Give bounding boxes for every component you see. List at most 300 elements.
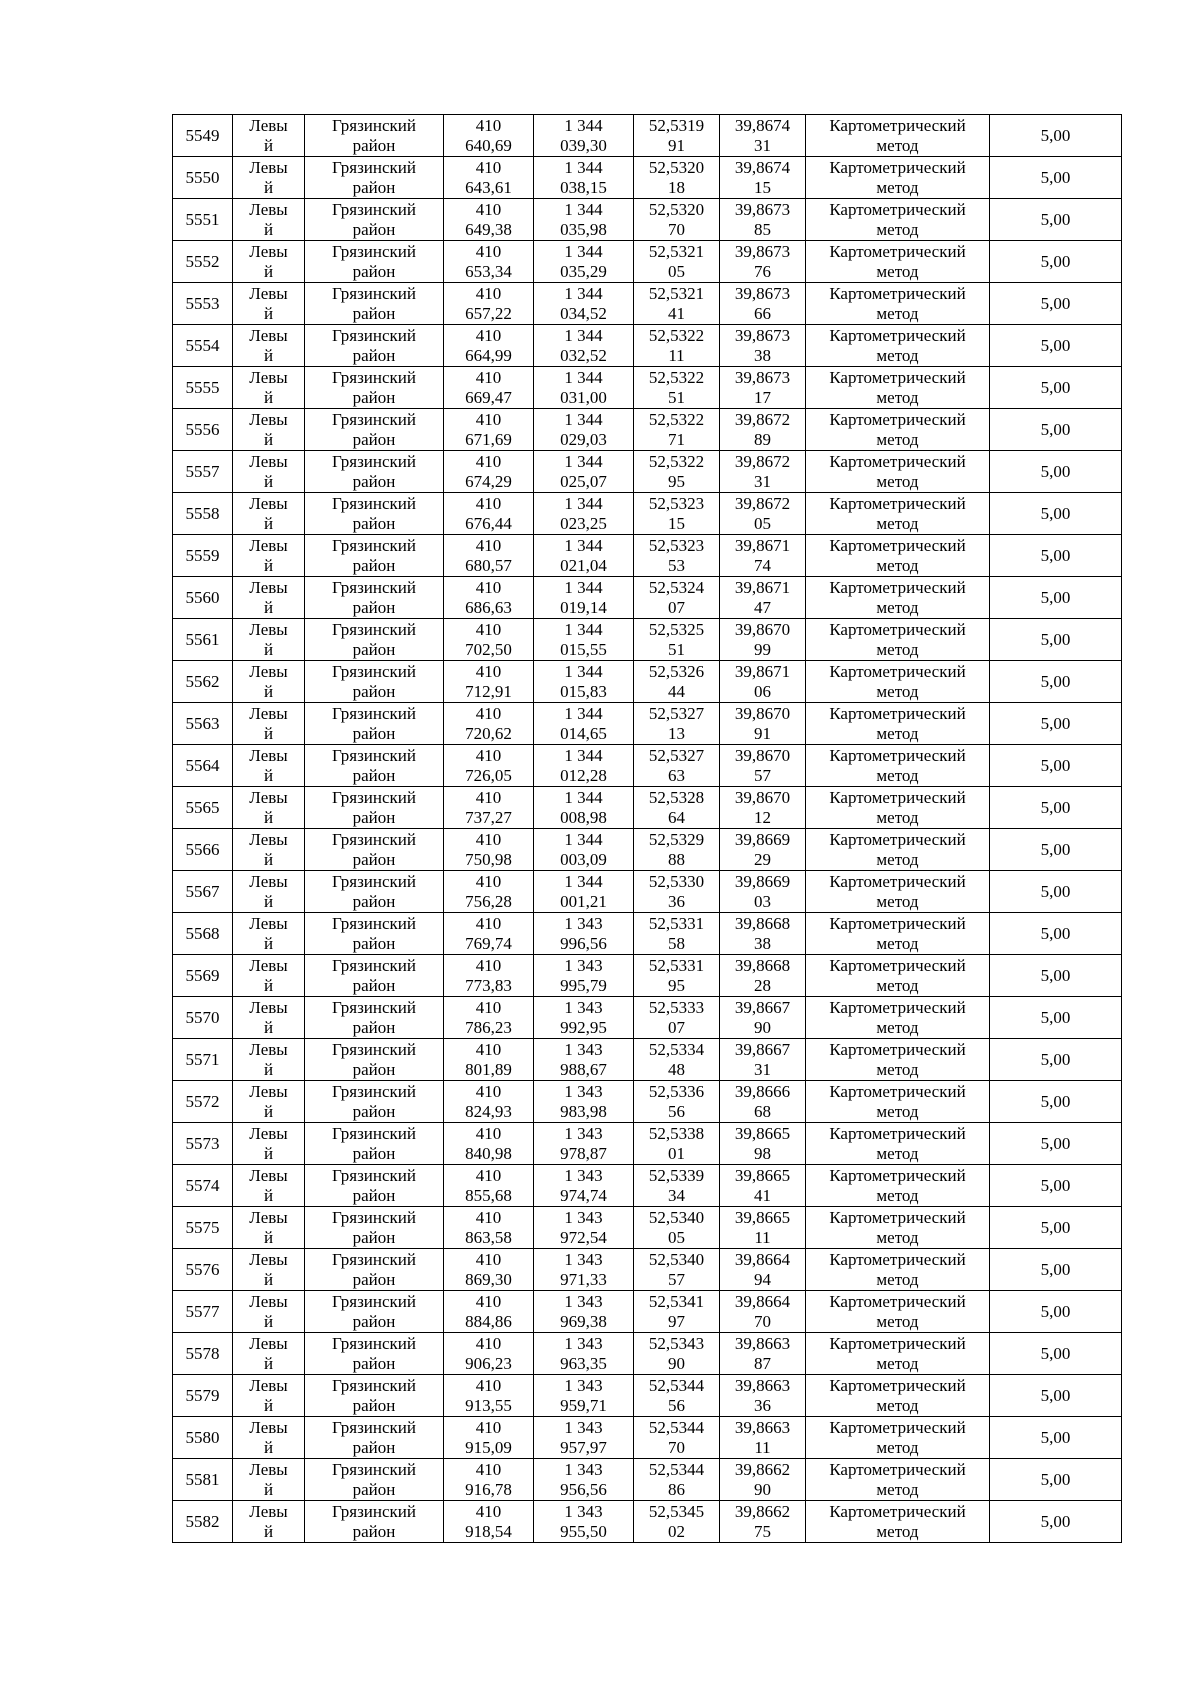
bank-side-line: Левы xyxy=(249,1333,288,1353)
district-line: Грязинский xyxy=(332,325,416,345)
method-line: метод xyxy=(876,681,919,701)
latitude-line: 07 xyxy=(668,1017,685,1037)
district-line: район xyxy=(352,723,396,743)
coord-x-line: 913,55 xyxy=(465,1395,512,1415)
latitude-line: 52,5326 xyxy=(648,661,705,681)
district-line: район xyxy=(352,1395,396,1415)
longitude-line: 74 xyxy=(754,555,771,575)
bank-side-line: Левы xyxy=(249,1123,288,1143)
district-cell xyxy=(305,1165,444,1207)
district-cell xyxy=(305,703,444,745)
method-line: Картометрический xyxy=(829,1081,966,1101)
coord-y-line: 959,71 xyxy=(560,1395,607,1415)
method-line: Картометрический xyxy=(829,115,966,135)
method-line: Картометрический xyxy=(829,871,966,891)
district-line: район xyxy=(352,1227,396,1247)
method-line: Картометрический xyxy=(829,997,966,1017)
bank-side-line: Левы xyxy=(249,955,288,975)
bank-side-line: й xyxy=(263,345,274,365)
coord-x-line: 863,58 xyxy=(465,1227,512,1247)
method-line: метод xyxy=(876,1059,919,1079)
coord-y-line: 029,03 xyxy=(560,429,607,449)
longitude-line: 39,8671 xyxy=(734,661,791,681)
latitude-cell xyxy=(634,997,720,1039)
bank-side-cell xyxy=(233,913,305,955)
district-line: Грязинский xyxy=(332,955,416,975)
method-cell xyxy=(806,451,990,493)
bank-side-line: Левы xyxy=(249,535,288,555)
longitude-line: 99 xyxy=(754,639,771,659)
coord-x-line: 669,47 xyxy=(465,387,512,407)
bank-side-line: Левы xyxy=(249,997,288,1017)
point-number-cell: 5555 xyxy=(173,367,233,409)
district-line: район xyxy=(352,681,396,701)
longitude-cell xyxy=(720,283,806,325)
coord-x-line: 664,99 xyxy=(465,345,512,365)
latitude-line: 52,5339 xyxy=(648,1165,705,1185)
point-number-cell: 5576 xyxy=(173,1249,233,1291)
longitude-cell xyxy=(720,871,806,913)
coord-x-cell xyxy=(444,535,534,577)
method-line: метод xyxy=(876,1101,919,1121)
point-number-cell: 5560 xyxy=(173,577,233,619)
district-line: Грязинский xyxy=(332,1165,416,1185)
latitude-line: 90 xyxy=(668,1353,685,1373)
longitude-line: 41 xyxy=(754,1185,771,1205)
coord-y-cell xyxy=(534,1417,634,1459)
method-line: Картометрический xyxy=(829,451,966,471)
coord-y-line: 992,95 xyxy=(560,1017,607,1037)
coord-y-line: 974,74 xyxy=(560,1185,607,1205)
longitude-cell xyxy=(720,1207,806,1249)
coord-x-cell xyxy=(444,115,534,157)
coord-x-cell xyxy=(444,1501,534,1543)
method-cell xyxy=(806,703,990,745)
coord-x-cell xyxy=(444,1123,534,1165)
coord-x-line: 410 xyxy=(475,829,502,849)
longitude-cell xyxy=(720,829,806,871)
table-row xyxy=(173,619,1122,661)
bank-side-cell xyxy=(233,661,305,703)
longitude-line: 31 xyxy=(754,471,771,491)
district-line: район xyxy=(352,345,396,365)
coord-x-line: 410 xyxy=(475,241,502,261)
coord-y-cell xyxy=(534,997,634,1039)
longitude-cell xyxy=(720,1123,806,1165)
method-line: Картометрический xyxy=(829,745,966,765)
method-cell xyxy=(806,493,990,535)
point-number-cell: 5563 xyxy=(173,703,233,745)
latitude-line: 95 xyxy=(668,975,685,995)
method-cell xyxy=(806,1459,990,1501)
method-line: метод xyxy=(876,639,919,659)
longitude-line: 29 xyxy=(754,849,771,869)
longitude-line: 12 xyxy=(754,807,771,827)
district-line: Грязинский xyxy=(332,829,416,849)
district-cell xyxy=(305,1333,444,1375)
latitude-line: 52,5320 xyxy=(648,157,705,177)
coord-x-line: 410 xyxy=(475,1375,502,1395)
coord-y-line: 1 344 xyxy=(564,367,603,387)
method-line: метод xyxy=(876,219,919,239)
coord-y-line: 1 344 xyxy=(564,577,603,597)
longitude-cell xyxy=(720,367,806,409)
latitude-line: 52,5322 xyxy=(648,451,705,471)
point-number-cell: 5568 xyxy=(173,913,233,955)
method-line: метод xyxy=(876,1311,919,1331)
district-line: Грязинский xyxy=(332,1459,416,1479)
district-cell xyxy=(305,913,444,955)
method-line: Картометрический xyxy=(829,703,966,723)
district-line: район xyxy=(352,429,396,449)
coord-y-cell xyxy=(534,1207,634,1249)
longitude-cell xyxy=(720,1459,806,1501)
latitude-line: 52,5321 xyxy=(648,241,705,261)
district-cell xyxy=(305,283,444,325)
accuracy-cell: 5,00 xyxy=(990,703,1122,745)
coord-y-line: 014,65 xyxy=(560,723,607,743)
district-line: район xyxy=(352,597,396,617)
bank-side-line: й xyxy=(263,765,274,785)
bank-side-cell xyxy=(233,283,305,325)
latitude-cell xyxy=(634,1291,720,1333)
latitude-line: 05 xyxy=(668,1227,685,1247)
method-line: Картометрический xyxy=(829,367,966,387)
coord-y-line: 1 343 xyxy=(564,1123,603,1143)
method-cell xyxy=(806,1291,990,1333)
coord-y-line: 035,29 xyxy=(560,261,607,281)
point-number-cell: 5557 xyxy=(173,451,233,493)
latitude-cell xyxy=(634,325,720,367)
table-row xyxy=(173,1333,1122,1375)
bank-side-cell xyxy=(233,1417,305,1459)
latitude-line: 53 xyxy=(668,555,685,575)
method-line: метод xyxy=(876,471,919,491)
coord-x-line: 410 xyxy=(475,1249,502,1269)
coord-x-cell xyxy=(444,1459,534,1501)
coord-x-line: 756,28 xyxy=(465,891,512,911)
coord-y-line: 012,28 xyxy=(560,765,607,785)
latitude-cell xyxy=(634,1417,720,1459)
method-cell xyxy=(806,619,990,661)
coord-x-line: 726,05 xyxy=(465,765,512,785)
longitude-line: 87 xyxy=(754,1353,771,1373)
bank-side-cell xyxy=(233,115,305,157)
bank-side-line: й xyxy=(263,1101,274,1121)
coord-x-line: 640,69 xyxy=(465,135,512,155)
point-number-cell: 5561 xyxy=(173,619,233,661)
longitude-cell xyxy=(720,1417,806,1459)
longitude-line: 39,8673 xyxy=(734,241,791,261)
table-row xyxy=(173,1123,1122,1165)
longitude-line: 89 xyxy=(754,429,771,449)
coord-x-cell xyxy=(444,703,534,745)
method-cell xyxy=(806,115,990,157)
bank-side-line: Левы xyxy=(249,1249,288,1269)
point-number-cell: 5575 xyxy=(173,1207,233,1249)
coord-y-cell xyxy=(534,1501,634,1543)
coord-y-cell xyxy=(534,115,634,157)
method-line: метод xyxy=(876,1017,919,1037)
coord-x-cell xyxy=(444,1417,534,1459)
district-cell xyxy=(305,577,444,619)
method-line: метод xyxy=(876,429,919,449)
accuracy-cell: 5,00 xyxy=(990,1081,1122,1123)
longitude-line: 39,8673 xyxy=(734,283,791,303)
latitude-line: 63 xyxy=(668,765,685,785)
longitude-line: 03 xyxy=(754,891,771,911)
bank-side-line: й xyxy=(263,387,274,407)
coord-y-line: 003,09 xyxy=(560,849,607,869)
longitude-cell xyxy=(720,409,806,451)
accuracy-cell: 5,00 xyxy=(990,997,1122,1039)
accuracy-cell: 5,00 xyxy=(990,1249,1122,1291)
coord-x-line: 410 xyxy=(475,1207,502,1227)
district-cell xyxy=(305,1081,444,1123)
point-number-cell: 5552 xyxy=(173,241,233,283)
longitude-line: 39,8662 xyxy=(734,1501,791,1521)
coord-y-line: 1 343 xyxy=(564,1333,603,1353)
coord-y-line: 996,56 xyxy=(560,933,607,953)
longitude-cell xyxy=(720,325,806,367)
coord-x-line: 786,23 xyxy=(465,1017,512,1037)
latitude-cell xyxy=(634,451,720,493)
coord-y-line: 1 344 xyxy=(564,493,603,513)
coord-x-line: 840,98 xyxy=(465,1143,512,1163)
bank-side-cell xyxy=(233,1039,305,1081)
longitude-line: 39,8668 xyxy=(734,955,791,975)
bank-side-line: Левы xyxy=(249,577,288,597)
accuracy-cell: 5,00 xyxy=(990,283,1122,325)
coord-y-line: 1 343 xyxy=(564,997,603,1017)
coord-x-line: 410 xyxy=(475,325,502,345)
longitude-line: 39,8667 xyxy=(734,1039,791,1059)
point-number-cell: 5573 xyxy=(173,1123,233,1165)
longitude-line: 38 xyxy=(754,345,771,365)
district-line: район xyxy=(352,765,396,785)
coord-y-cell xyxy=(534,535,634,577)
method-cell xyxy=(806,1039,990,1081)
longitude-line: 39,8670 xyxy=(734,787,791,807)
district-line: район xyxy=(352,387,396,407)
table-row xyxy=(173,199,1122,241)
method-line: метод xyxy=(876,1143,919,1163)
coord-y-line: 1 343 xyxy=(564,1501,603,1521)
coord-y-line: 972,54 xyxy=(560,1227,607,1247)
bank-side-line: Левы xyxy=(249,325,288,345)
longitude-line: 85 xyxy=(754,219,771,239)
method-cell xyxy=(806,997,990,1039)
coord-x-line: 671,69 xyxy=(465,429,512,449)
coord-x-line: 855,68 xyxy=(465,1185,512,1205)
latitude-line: 52,5331 xyxy=(648,913,705,933)
district-cell xyxy=(305,871,444,913)
bank-side-line: Левы xyxy=(249,1039,288,1059)
coord-x-cell xyxy=(444,409,534,451)
longitude-line: 39,8672 xyxy=(734,451,791,471)
method-cell xyxy=(806,1501,990,1543)
method-cell xyxy=(806,241,990,283)
coord-x-cell xyxy=(444,997,534,1039)
latitude-line: 13 xyxy=(668,723,685,743)
bank-side-line: й xyxy=(263,1143,274,1163)
longitude-line: 06 xyxy=(754,681,771,701)
coord-x-line: 410 xyxy=(475,283,502,303)
district-line: район xyxy=(352,1353,396,1373)
bank-side-line: Левы xyxy=(249,1501,288,1521)
bank-side-cell xyxy=(233,367,305,409)
district-cell xyxy=(305,199,444,241)
accuracy-cell: 5,00 xyxy=(990,451,1122,493)
bank-side-line: Левы xyxy=(249,157,288,177)
method-line: Картометрический xyxy=(829,1249,966,1269)
district-line: Грязинский xyxy=(332,871,416,891)
bank-side-line: Левы xyxy=(249,619,288,639)
longitude-line: 57 xyxy=(754,765,771,785)
coord-x-line: 410 xyxy=(475,451,502,471)
latitude-line: 01 xyxy=(668,1143,685,1163)
latitude-line: 52,5327 xyxy=(648,745,705,765)
coord-x-cell xyxy=(444,619,534,661)
district-line: Грязинский xyxy=(332,157,416,177)
method-line: Картометрический xyxy=(829,829,966,849)
method-line: метод xyxy=(876,891,919,911)
bank-side-cell xyxy=(233,1333,305,1375)
longitude-cell xyxy=(720,535,806,577)
coord-y-line: 1 344 xyxy=(564,241,603,261)
latitude-line: 95 xyxy=(668,471,685,491)
longitude-cell xyxy=(720,661,806,703)
district-cell xyxy=(305,451,444,493)
coord-x-line: 410 xyxy=(475,115,502,135)
longitude-line: 39,8672 xyxy=(734,409,791,429)
district-line: Грязинский xyxy=(332,1501,416,1521)
coord-y-line: 1 344 xyxy=(564,661,603,681)
longitude-line: 39,8663 xyxy=(734,1375,791,1395)
coord-x-line: 410 xyxy=(475,703,502,723)
method-cell xyxy=(806,1375,990,1417)
coord-y-line: 1 344 xyxy=(564,829,603,849)
coord-x-line: 410 xyxy=(475,787,502,807)
longitude-cell xyxy=(720,1375,806,1417)
method-line: метод xyxy=(876,849,919,869)
latitude-line: 56 xyxy=(668,1101,685,1121)
point-number-cell: 5577 xyxy=(173,1291,233,1333)
coord-y-line: 1 343 xyxy=(564,1417,603,1437)
method-cell xyxy=(806,1165,990,1207)
latitude-line: 52,5322 xyxy=(648,325,705,345)
coord-x-line: 410 xyxy=(475,157,502,177)
district-line: район xyxy=(352,303,396,323)
accuracy-cell: 5,00 xyxy=(990,1207,1122,1249)
longitude-cell xyxy=(720,241,806,283)
district-cell xyxy=(305,1417,444,1459)
coord-x-line: 410 xyxy=(475,1291,502,1311)
latitude-cell xyxy=(634,1165,720,1207)
longitude-line: 39,8666 xyxy=(734,1081,791,1101)
longitude-line: 98 xyxy=(754,1143,771,1163)
coord-y-line: 963,35 xyxy=(560,1353,607,1373)
latitude-line: 51 xyxy=(668,639,685,659)
longitude-line: 39,8674 xyxy=(734,115,791,135)
coord-y-line: 001,21 xyxy=(560,891,607,911)
latitude-line: 52,5344 xyxy=(648,1459,705,1479)
latitude-line: 52,5328 xyxy=(648,787,705,807)
coord-y-line: 035,98 xyxy=(560,219,607,239)
coord-y-line: 025,07 xyxy=(560,471,607,491)
method-line: Картометрический xyxy=(829,1291,966,1311)
bank-side-cell xyxy=(233,577,305,619)
coord-x-line: 884,86 xyxy=(465,1311,512,1331)
coord-y-line: 1 343 xyxy=(564,1291,603,1311)
coord-x-cell xyxy=(444,1081,534,1123)
latitude-line: 71 xyxy=(668,429,685,449)
longitude-line: 39,8664 xyxy=(734,1291,791,1311)
coord-y-line: 034,52 xyxy=(560,303,607,323)
longitude-line: 11 xyxy=(754,1227,771,1247)
coord-y-cell xyxy=(534,409,634,451)
bank-side-cell xyxy=(233,493,305,535)
coord-x-cell xyxy=(444,367,534,409)
bank-side-line: й xyxy=(263,261,274,281)
point-number-cell: 5574 xyxy=(173,1165,233,1207)
longitude-cell xyxy=(720,1081,806,1123)
method-line: метод xyxy=(876,177,919,197)
bank-side-line: Левы xyxy=(249,787,288,807)
method-line: Картометрический xyxy=(829,325,966,345)
longitude-line: 39,8665 xyxy=(734,1123,791,1143)
longitude-cell xyxy=(720,619,806,661)
longitude-line: 91 xyxy=(754,723,771,743)
coord-y-line: 019,14 xyxy=(560,597,607,617)
longitude-line: 11 xyxy=(754,1437,771,1457)
method-line: Картометрический xyxy=(829,787,966,807)
latitude-line: 56 xyxy=(668,1395,685,1415)
method-line: Картометрический xyxy=(829,1501,966,1521)
district-line: Грязинский xyxy=(332,1291,416,1311)
district-cell xyxy=(305,367,444,409)
table-row xyxy=(173,661,1122,703)
latitude-line: 52,5341 xyxy=(648,1291,705,1311)
district-line: район xyxy=(352,1059,396,1079)
accuracy-cell: 5,00 xyxy=(990,115,1122,157)
bank-side-line: й xyxy=(263,303,274,323)
longitude-cell xyxy=(720,451,806,493)
bank-side-line: Левы xyxy=(249,1459,288,1479)
point-number-cell: 5553 xyxy=(173,283,233,325)
latitude-line: 52,5329 xyxy=(648,829,705,849)
longitude-cell xyxy=(720,955,806,997)
bank-side-cell xyxy=(233,199,305,241)
bank-side-line: й xyxy=(263,975,274,995)
coord-y-cell xyxy=(534,451,634,493)
latitude-cell xyxy=(634,661,720,703)
latitude-line: 52,5319 xyxy=(648,115,705,135)
longitude-line: 39,8671 xyxy=(734,577,791,597)
table-row xyxy=(173,1291,1122,1333)
district-cell xyxy=(305,787,444,829)
latitude-line: 18 xyxy=(668,177,685,197)
table-row xyxy=(173,1165,1122,1207)
accuracy-cell: 5,00 xyxy=(990,1417,1122,1459)
bank-side-cell xyxy=(233,1375,305,1417)
bank-side-line: й xyxy=(263,1311,274,1331)
coord-y-cell xyxy=(534,703,634,745)
coord-x-line: 410 xyxy=(475,745,502,765)
table-row xyxy=(173,115,1122,157)
bank-side-line: й xyxy=(263,429,274,449)
method-cell xyxy=(806,1123,990,1165)
